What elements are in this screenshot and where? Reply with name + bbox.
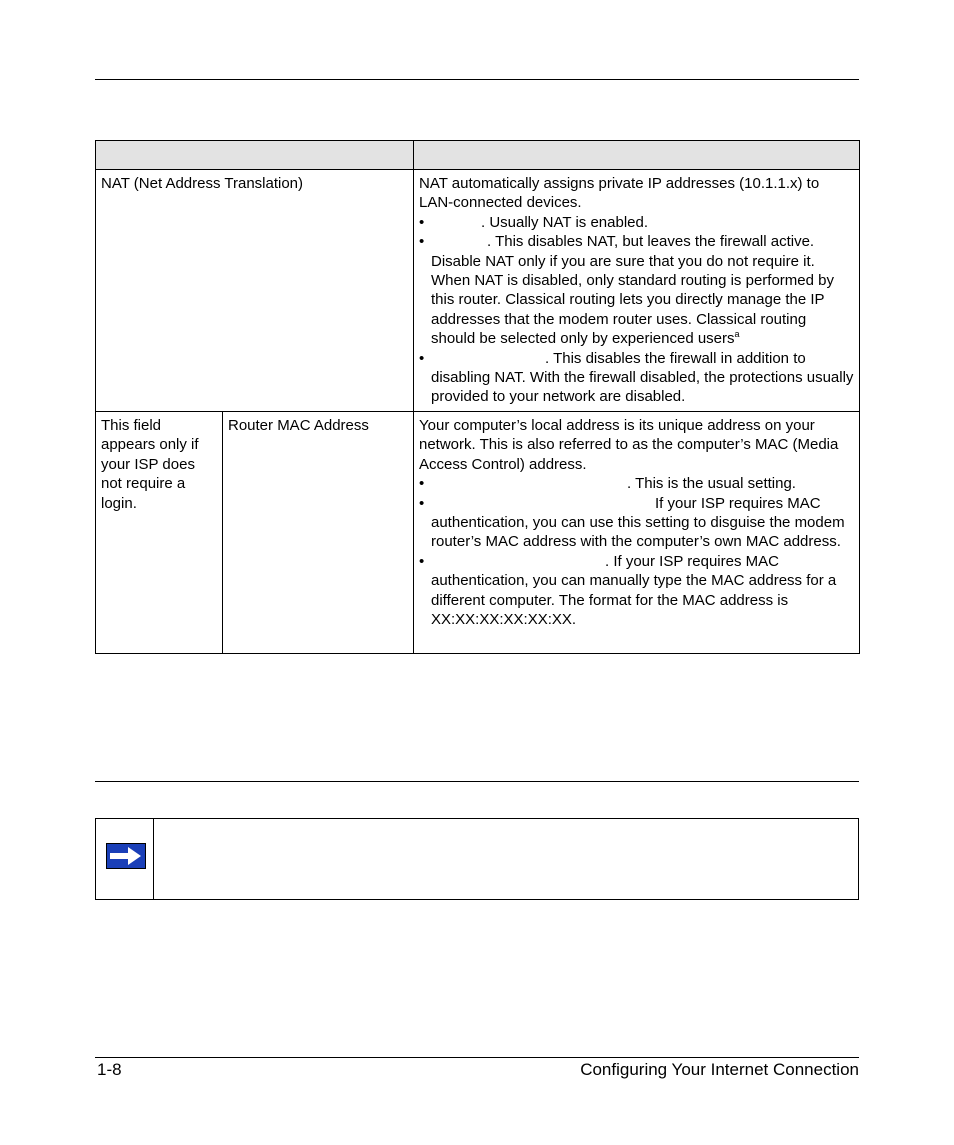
table-row [96,170,860,412]
list-item: • . This disables NAT, but leaves the firewall active. Disable NAT only if you are sure that you do not require it. When NAT is disabled, only standard routing is performed by this router. Classical routing lets you directly manage the IP addresses that the modem router uses. Classical routing should be selected only by experienced users$^a$ [419,233,834,348]
list-item: • . This is the usual setting. [419,475,796,493]
chapter-title: Configuring Your Internet Connection [580,1060,859,1079]
note-text [154,819,858,899]
list-item: • . If your ISP requires MAC authentication, you can manually type the MAC address for a different computer. The format for the MAC address is XX:XX:XX:XX:XX:XX. [419,552,837,629]
note-box [95,818,859,900]
page-number: 1-8 [97,1060,122,1079]
description-text: Your computer’s local address is its unique address on your network. This is also referred to as the computer’s MAC (Media Access Control) address. [419,417,839,473]
list-item: • . Usually NAT is enabled. [419,213,649,231]
list-item: • . This disables the firewall in addition to disabling NAT. With the firewall disabled, the protections usually provided to your network are disabled. [419,349,854,406]
note-icon-cell [96,819,154,899]
bullet-icon: • [419,349,425,367]
footer-rule [95,1057,859,1058]
condition-cell: This field appears only if your ISP does not require a login. [96,412,223,654]
bullet-icon: • [419,233,425,251]
bullet-icon: • [419,552,425,570]
bullet-icon: • [419,213,425,231]
header-cell-setting [96,141,414,170]
description-cell [414,412,860,654]
section-rule [95,781,859,782]
bullet-icon: • [419,494,425,512]
settings-table [95,140,860,654]
table-header-row [96,141,860,170]
setting-cell: Router MAC Address [223,412,414,654]
bullet-icon: • [419,475,425,493]
description-text: NAT automatically assigns private IP addresses (10.1.1.x) to LAN-connected devices. [419,175,820,212]
footnote-mark: a [734,329,740,340]
description-cell [414,170,860,412]
header-cell-description [414,141,860,170]
arrow-right-icon [106,843,146,869]
header-rule [95,79,859,80]
list-item: • If your ISP requires MAC authentication, you can use this setting to disguise the modem router’s MAC address with the computer’s own MAC address. [419,494,845,551]
setting-cell [96,170,414,412]
table-row [96,412,860,654]
setting-name: NAT (Net Address Translation) [101,175,304,192]
